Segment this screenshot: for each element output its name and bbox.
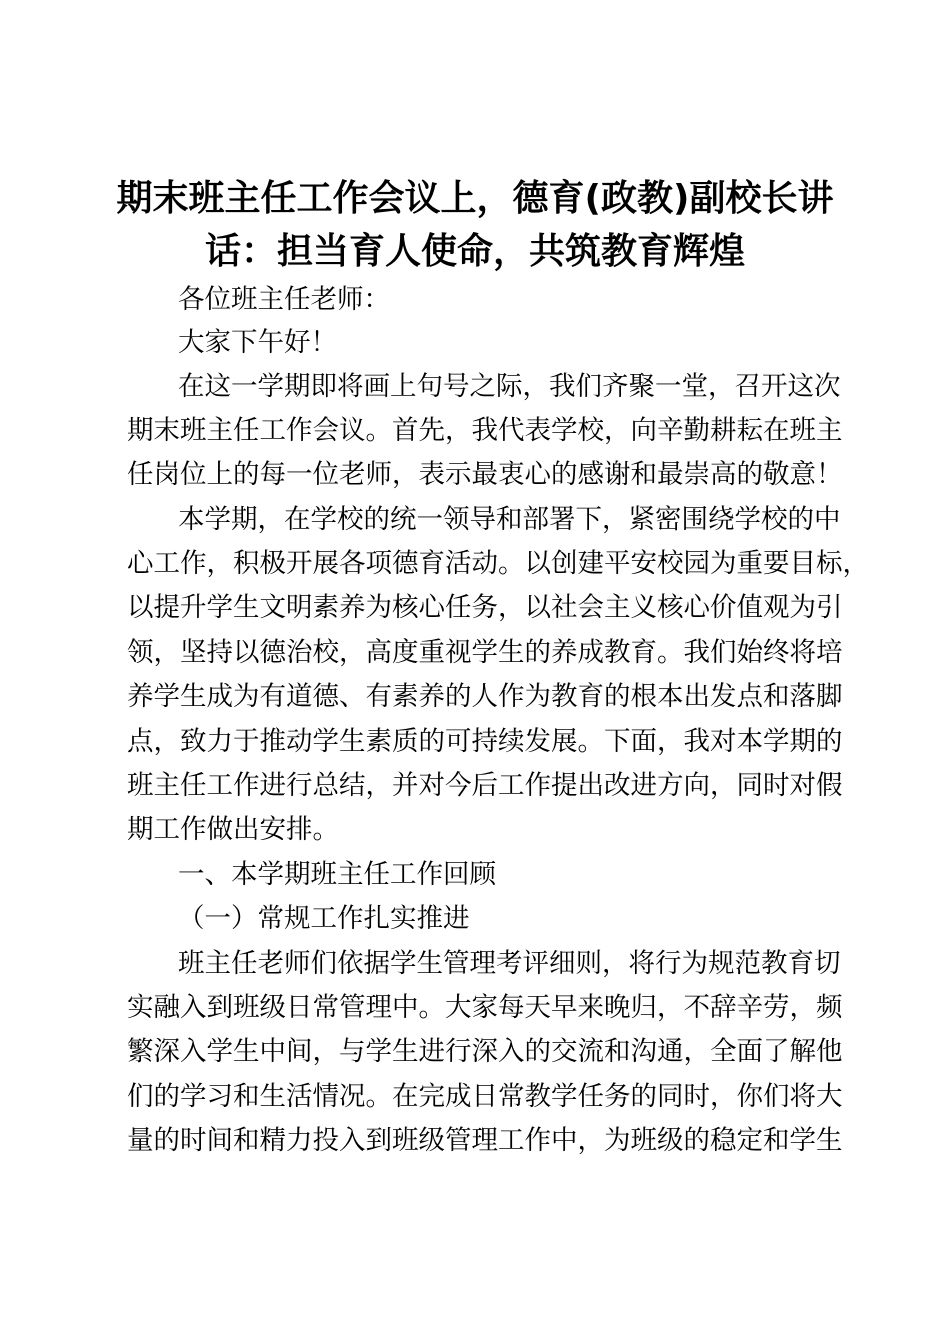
body-line: 班主任工作进行总结，并对今后工作提出改进方向，同时对假: [127, 770, 843, 801]
body-line: 养学生成为有道德、有素养的人作为教育的根本出发点和落脚: [127, 681, 843, 712]
body-line: 繁深入学生中间，与学生进行深入的交流和沟通，全面了解他: [127, 1036, 843, 1067]
body-line: 点，致力于推动学生素质的可持续发展。下面，我对本学期的: [127, 726, 843, 757]
body-line: 班主任老师们依据学生管理考评细则，将行为规范教育切: [178, 948, 841, 979]
title-line-1: 期末班主任工作会议上，德育(政教)副校长讲: [116, 178, 834, 219]
body-line: 心工作，积极开展各项德育活动。以创建平安校园为重要目标，: [127, 548, 869, 579]
body-line: 以提升学生文明素养为核心任务，以社会主义核心价值观为引: [127, 592, 843, 623]
body-line: 本学期，在学校的统一领导和部署下，紧密围绕学校的中: [178, 504, 841, 535]
body-line: 领，坚持以德治校，高度重视学生的养成教育。我们始终将培: [127, 637, 843, 668]
salutation: 各位班主任老师：: [178, 284, 390, 315]
greeting: 大家下午好！: [178, 327, 337, 358]
title-line-2: 话：担当育人使命，共筑教育辉煌: [204, 231, 745, 272]
body-line: 在这一学期即将画上句号之际，我们齐聚一堂，召开这次: [178, 371, 841, 402]
body-line: 任岗位上的每一位老师，表示最衷心的感谢和最崇高的敬意！: [127, 459, 843, 490]
document-title: [110, 172, 840, 278]
body-line: 期工作做出安排。: [127, 814, 339, 845]
body-line: 实融入到班级日常管理中。大家每天早来晚归，不辞辛劳，频: [127, 992, 843, 1023]
section-heading: 一、本学期班主任工作回顾: [178, 859, 496, 890]
body-line: 们的学习和生活情况。在完成日常教学任务的同时，你们将大: [127, 1081, 843, 1112]
body-line: 期末班主任工作会议。首先，我代表学校，向辛勤耕耘在班主: [127, 415, 843, 446]
subsection-heading: （一）常规工作扎实推进: [178, 903, 470, 934]
body-line: 量的时间和精力投入到班级管理工作中，为班级的稳定和学生: [127, 1125, 843, 1156]
